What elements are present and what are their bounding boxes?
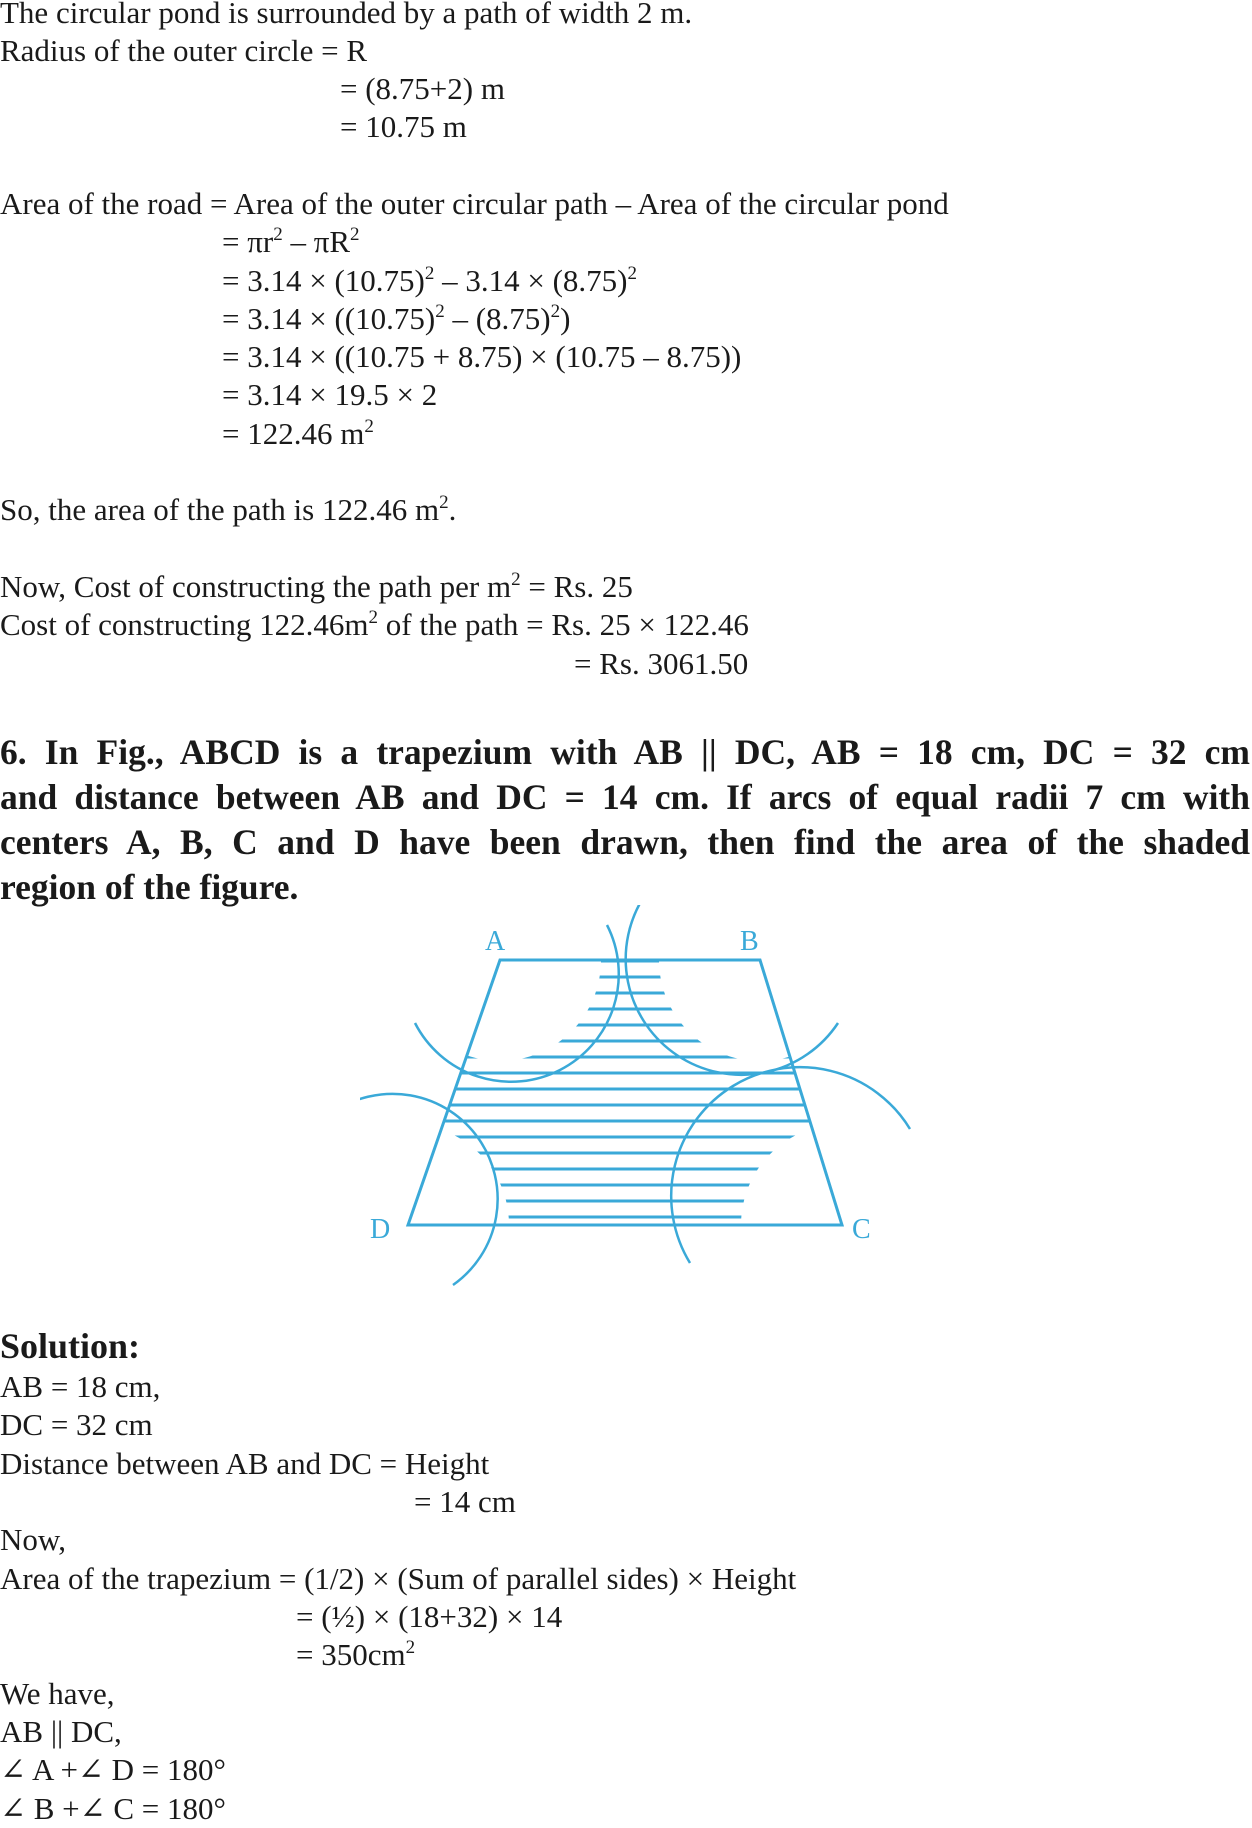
text-line: DC = 32 cm [0, 1407, 153, 1442]
question-text [0, 730, 1250, 910]
text-line: ∠ B +∠ C = 180° [0, 1791, 226, 1826]
text-line: AB = 18 cm, [0, 1369, 161, 1404]
text-line: The circular pond is surrounded by a path of width 2 m. [0, 0, 693, 30]
label-d: D [370, 1214, 391, 1245]
shaded-region [360, 905, 920, 1290]
label-a: A [485, 926, 506, 957]
text-line: Distance between AB and DC = Height [0, 1446, 490, 1481]
trapezium-figure [360, 905, 920, 1290]
text-line: Now, [0, 1522, 67, 1557]
text-line: Area of the trapezium = (1/2) × (Sum of parallel sides) × Height [0, 1561, 797, 1596]
equation-line: = 3.14 × 19.5 × 2 [222, 377, 438, 412]
text-line: Cost of constructing $122.46m^2$ of the path = Rs. 25 × 122.46 [0, 607, 749, 642]
label-b: B [740, 926, 759, 957]
solution-heading: Solution: [0, 1326, 141, 1366]
text-line: Now, Cost of constructing the path per $m^2 = Rs$. 25 [0, 569, 633, 604]
equation-line: = $3.14 \times (10.75)^2 - 3.14 \times (8.75)^2$ [222, 263, 638, 298]
question-line: 6. In Fig., ABCD is a trapezium with AB || DC, AB = 18 cm, DC = 32 cm [0, 732, 1250, 772]
text-line: = (8.75+2) m [340, 71, 505, 106]
equation-line: = $\pi r^2 - \pi R^2$ [222, 224, 360, 259]
text-line: We have, [0, 1676, 115, 1711]
text-line: So, the area of the path is 122.46 $m^2$. [0, 492, 457, 527]
equation-line: = $350cm^2$ [296, 1637, 416, 1672]
text-line: AB || DC, [0, 1714, 122, 1749]
text-line: = 10.75 m [340, 109, 467, 144]
equation-line: = $3.14 \times ((10.75)^2 - (8.75)^2)$ [222, 301, 571, 336]
label-c: C [852, 1214, 871, 1245]
question-line: centers A, B, C and D have been drawn, then find the area of the shaded [0, 822, 1250, 862]
question-line: and distance between AB and DC = 14 cm. If arcs of equal radii 7 cm with [0, 777, 1250, 817]
text-line: Radius of the outer circle = R [0, 33, 367, 68]
question-line: region of the figure. [0, 867, 299, 907]
text-line: = Rs. 3061.50 [574, 646, 749, 681]
text-line: = 14 cm [414, 1484, 516, 1519]
text-line: ∠ A +∠ D = 180° [0, 1752, 226, 1787]
equation-line: = 122.46 $m^2$ [222, 416, 374, 451]
equation-line: = (½) × (18+32) × 14 [296, 1599, 563, 1634]
text-line: Area of the road = Area of the outer circular path – Area of the circular pond [0, 186, 949, 221]
equation-line: = 3.14 × ((10.75 + 8.75) × (10.75 – 8.75)) [222, 339, 742, 374]
